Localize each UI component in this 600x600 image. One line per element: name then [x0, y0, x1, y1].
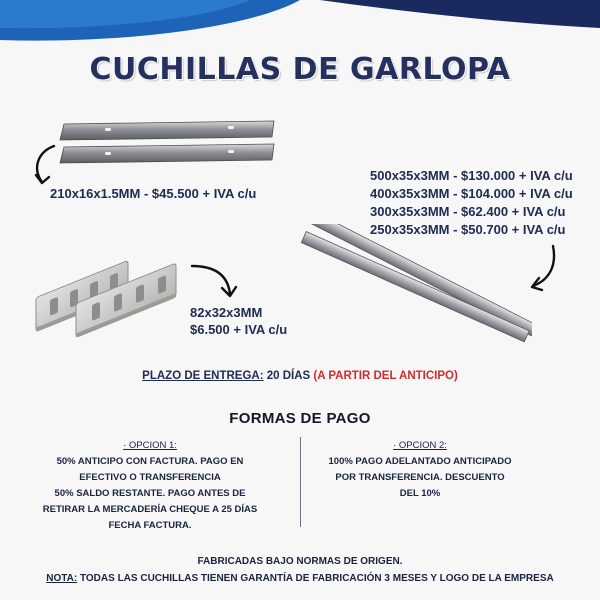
note-text: TODAS LAS CUCHILLAS TIENEN GARANTÍA DE FABRICACIÓN 3 MESES Y LOGO DE LA EMPRESA	[77, 573, 554, 584]
footer-standards: FABRICADAS BAJO NORMAS DE ORIGEN.	[197, 556, 403, 567]
price-line: 500x35x3MM - $130.000 + IVA c/u	[370, 168, 573, 183]
option-line: FECHA FACTURA.	[108, 520, 192, 531]
delivery-label: PLAZO DE ENTREGA:	[142, 370, 264, 382]
insert-size: 82x32x3MM	[190, 305, 263, 320]
payment-section-title: FORMAS DE PAGO	[229, 410, 371, 427]
insert-price: $6.500 + IVA c/u	[190, 322, 288, 337]
payment-option-1	[30, 438, 270, 534]
payment-divider	[300, 437, 301, 527]
option-heading: · OPCION 1:	[123, 440, 177, 451]
header-wave	[0, 0, 600, 60]
delivery-note: (A PARTIR DEL ANTICIPO)	[313, 370, 458, 382]
option-line: 50% SALDO RESTANTE. PAGO ANTES DE	[54, 488, 246, 499]
price-line: 400x35x3MM - $104.000 + IVA c/u	[370, 186, 573, 201]
small-blades-image	[58, 118, 276, 172]
note-label: NOTA:	[46, 573, 78, 584]
footer-note	[0, 573, 600, 584]
option-line: EFECTIVO O TRANSFERENCIA	[79, 472, 221, 483]
option-heading: · OPCION 2:	[393, 440, 447, 451]
curved-arrow-icon	[525, 242, 561, 292]
long-blades-image	[292, 224, 532, 346]
option-line: 50% ANTICIPO CON FACTURA. PAGO EN	[56, 456, 244, 467]
carbide-inserts-image	[30, 232, 188, 340]
curved-arrow-icon	[30, 142, 66, 190]
delivery-value: 20 DÍAS	[263, 370, 314, 382]
curved-arrow-icon	[188, 262, 238, 302]
option-line: RETIRAR LA MERCADERÍA CHEQUE A 25 DÍAS	[42, 504, 258, 515]
price-line: 250x35x3MM - $50.700 + IVA c/u	[370, 222, 566, 237]
small-blade-price: 210x16x1.5MM - $45.500 + IVA c/u	[50, 186, 257, 201]
delivery-terms	[0, 370, 600, 382]
payment-option-2	[320, 438, 520, 502]
option-line: 100% PAGO ADELANTADO ANTICIPADO	[328, 456, 512, 467]
page-title: CUCHILLAS DE GARLOPA	[89, 52, 511, 87]
option-line: DEL 10%	[399, 488, 441, 499]
option-line: POR TRANSFERENCIA. DESCUENTO	[335, 472, 505, 483]
price-line: 300x35x3MM - $62.400 + IVA c/u	[370, 204, 566, 219]
